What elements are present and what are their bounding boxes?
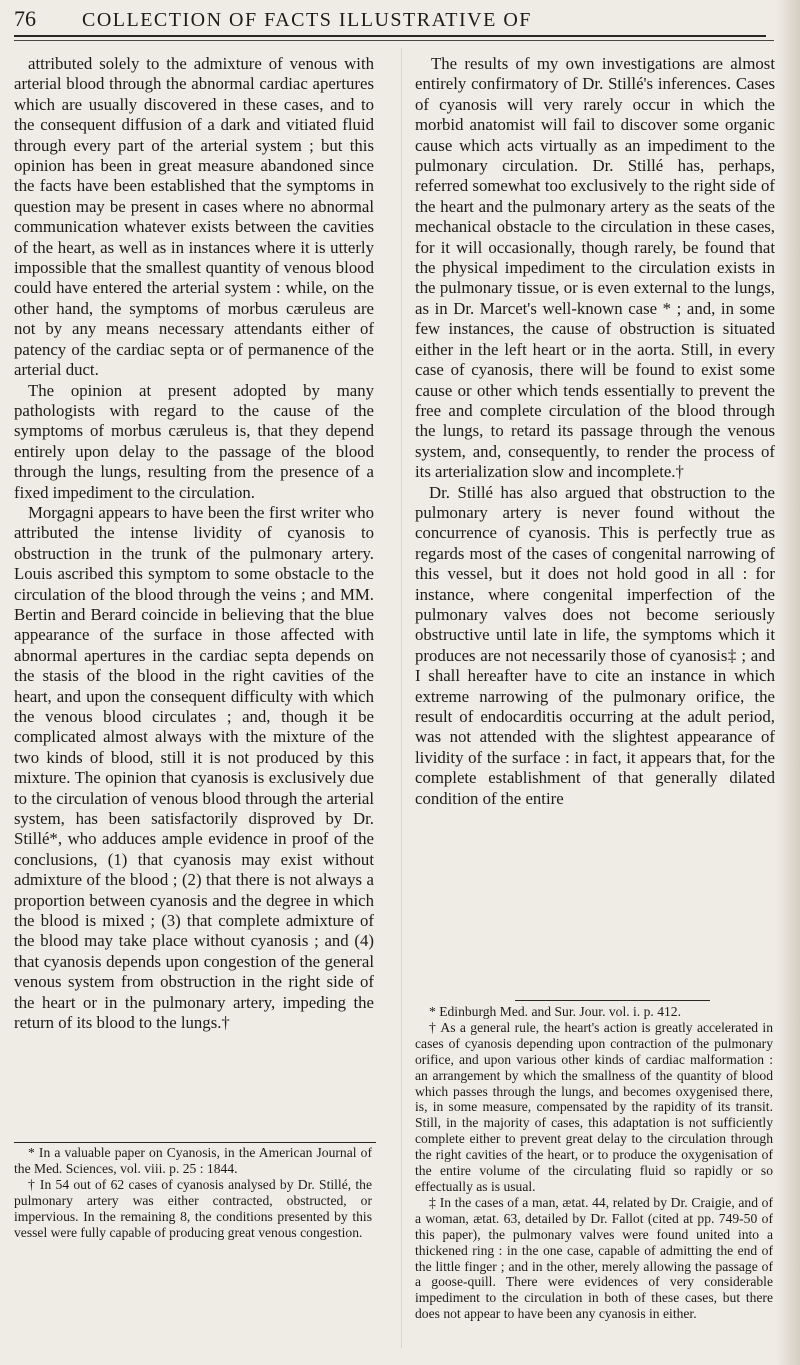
header-rule — [14, 35, 766, 37]
left-footnotes — [14, 1145, 372, 1240]
paragraph: Morgagni appears to have been the first writer who attributed the intense lividity of cyanosis to obstruction in the trunk of the pulmonary artery. Louis ascribed this symptom to some obstacle to the circulation of the blood through the veins ; and MM. Bertin and Berard coincide in believing that the blue appearance of the surface in those affected with abnormal apertures in the cardiac septa depends on the stasis of the blood in the right cavities of the heart, and upon the consequent difficulty with which the venous blood circulates ; and, though it be complicated almost always with the mixture of the two kinds of blood, still it is not produced by this mixture. The opinion that cyanosis is exclusively due to the circulation of venous blood through the arterial system, has been satisfactorily disproved by Dr. Stillé*, who adduces ample evidence in proof of the conclusions, (1) that cyanosis may exist without admixture of the blood ; (2) that there is not always a proportion between cyanosis and the degree in which the blood is mixed ; (3) that complete admixture of the blood may take place without cyanosis ; and (4) that cyanosis depends upon congestion of the general venous system from obstruction in the right side of the heart or in the pulmonary artery, impeding the return of its blood to the lungs.† — [14, 502, 374, 1033]
footnote: * Edinburgh Med. and Sur. Jour. vol. i. p. 412. — [429, 1004, 681, 1019]
paragraph: The results of my own investigations are almost entirely confirmatory of Dr. Stillé's inferences. Cases of cyanosis will very rarely occur in which the morbid anatomist will fail to discover some organic cause which acts virtually as an impediment to the pulmonary circulation. Dr. Stillé has, perhaps, referred somewhat too exclusively to the right side of the heart and the pulmonary artery as the seats of the mechanical obstacle to the circulation in these cases, for it will occasionally, though rarely, be found that the physical impediment to the circulation exists in the pulmonary tissue, or is even external to the lungs, as in Dr. Marcet's well-known case * ; and, in some few instances, the cause of obstruction is situated either in the left heart or in the aorta. Still, in every case of cyanosis, there will be found to exist some cause or other which tends essentially to prevent the free and complete circulation of the blood through the lungs, to retard its passage through the venous system, and, consequently, to render the process of its arterialization slow and incomplete.† — [415, 54, 775, 482]
paragraph: The opinion at present adopted by many pathologists with regard to the cause of the symptoms of morbus cæruleus is, that they depend entirely upon delay to the passage of the blood through the lungs, resulting from the presence of a fixed impediment to the circulation. — [14, 380, 374, 502]
footnote: † In 54 out of 62 cases of cyanosis analysed by Dr. Stillé, the pulmonary artery was either contracted, obstructed, or impervious. In the remaining 8, the conditions presented by this vessel were fully capable of producing great venous congestion. — [14, 1176, 372, 1240]
running-head: COLLECTION OF FACTS ILLUSTRATIVE OF — [82, 9, 532, 31]
footnote: ‡ In the cases of a man, ætat. 44, related by Dr. Craigie, and of a woman, ætat. 63, detailed by Dr. Fallot (cited at pp. 749-50 of this paper), the pulmonary valves were found united into a thickened ring : in the one case, capable of admitting the end of the little finger ; and in the other, merely allowing the passage of a goose-quill. There were evidences of very considerable impediment to the circulation in both of these cases, but there does not appear to have been any cyanosis in either. — [415, 1194, 773, 1322]
page-number: 76 — [14, 6, 36, 31]
left-column — [14, 54, 374, 1034]
paragraph: Dr. Stillé has also argued that obstruction to the pulmonary artery is never found without the concurrence of cyanosis. This is perfectly true as regards most of the cases of congenital narrowing of this vessel, but it does not hold good in all : for instance, where congenital imperfection of the pulmonary valves does not become seriously obstructive until late in life, the symptoms which it produces are not necessarily those of cyanosis‡ ; and I shall hereafter have to cite an instance in which extreme narrowing of the pulmonary orifice, the result of endocarditis occurring at the adult period, was not attended with the slightest appearance of lividity of the surface : in fact, it appears that, for the complete establishment of that generally dilated condition of the entire — [415, 482, 775, 808]
footnote-rule — [515, 1000, 710, 1001]
footnote-rule — [14, 1142, 376, 1143]
right-footnotes — [415, 1004, 773, 1322]
page-edge-shadow — [776, 0, 800, 1365]
header-rule-thin — [14, 40, 774, 41]
paragraph: attributed solely to the admixture of venous with arterial blood through the abnormal cardiac apertures which are usually discovered in these cases, and to the consequent diffusion of a dark and vitiated fluid through every part of the arterial system ; but this opinion has been in great measure abandoned since the facts have been established that the symptoms in question may be present in cases where no abnormal communication whatever exists between the cavities of the heart, as well as in instances where it is utterly impossible that the smallest quantity of venous blood could have entered the arterial system : while, on the other hand, the symptoms of morbus cæruleus are not by any means necessary attendants either of patency of the cardiac septa or of permanence of the arterial duct. — [14, 54, 374, 380]
right-column — [415, 54, 775, 809]
footnote: † As a general rule, the heart's action is greatly accelerated in cases of cyanosis depending upon contraction of the pulmonary orifice, and upon various other kinds of cardiac malformation : an arrangement by which the smallness of the quantity of blood which passes through the lungs, and becomes oxygenised there, is, in some measure, compensated by the rapidity of its transit. Still, in the majority of cases, this adaptation is not sufficiently complete either to prevent great delay to the circulation through the right cavities of the heart, or to produce the oxygenisation of the entire volume of the circulating fluid so rapidly or so effectually as is usual. — [415, 1019, 773, 1194]
column-gutter — [401, 48, 402, 1348]
footnote: * In a valuable paper on Cyanosis, in the American Journal of the Med. Sciences, vol. viii. p. 25 : 1844. — [14, 1145, 372, 1176]
